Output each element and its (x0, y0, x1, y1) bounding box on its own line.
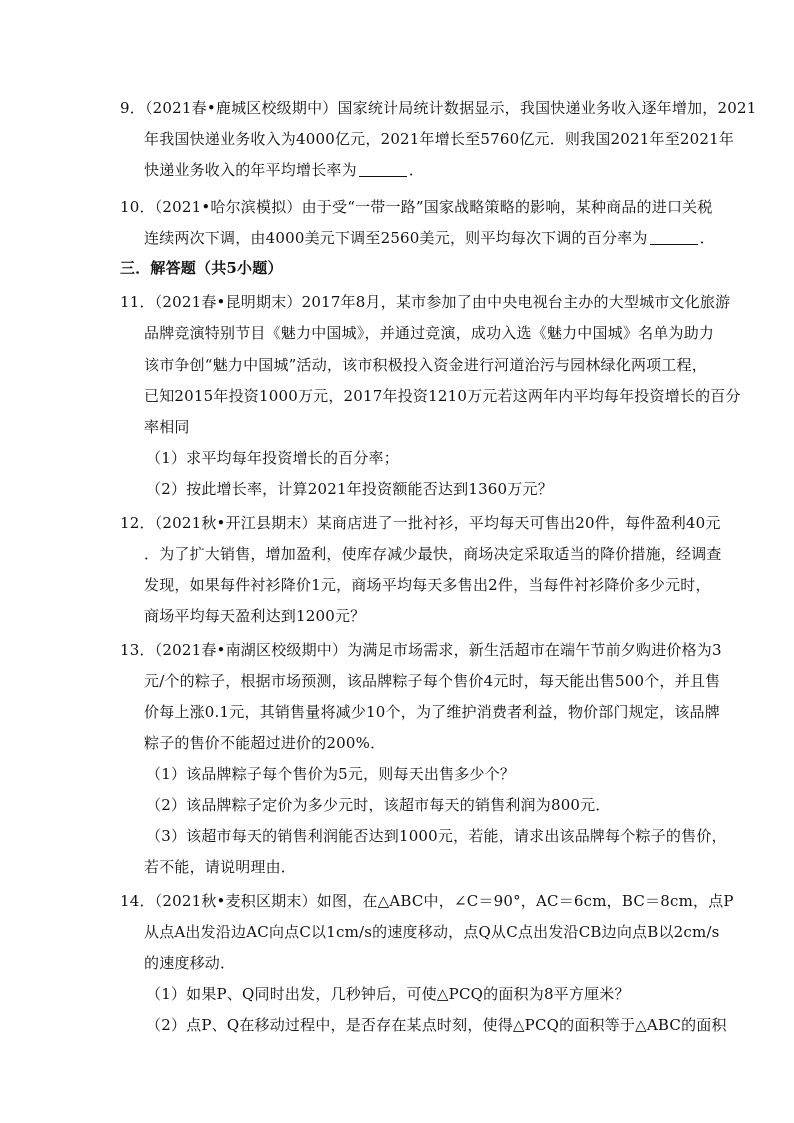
line-text: 三．解答题（共5小题） (120, 259, 283, 277)
line-text: 11．（2021春•昆明期末）2017年8月，某市参加了由中央电视台主办的大型城市文化旅游 (120, 293, 731, 311)
line-text: （2）按此增长率，计算2021年投资额能否达到1360万元？ (146, 480, 553, 498)
line-text: 10．（2021•哈尔滨模拟）由于受“一带一路”国家战略策略的影响，某种商品的进口关税 (120, 198, 713, 216)
text-line (144, 702, 720, 722)
text-line (144, 386, 741, 406)
section-heading (120, 258, 283, 278)
text-line (146, 826, 727, 846)
line-text: 该市争创“魅力中国城”活动，该市积极投入资金进行河道治污与园林绿化两项工程， (144, 356, 707, 374)
line-text: 已知2015年投资1000万元，2017年投资1210万元若这两年内平均每年投资增长的百分 (144, 387, 741, 405)
text-line (144, 606, 365, 626)
line-text: 率相同 (144, 418, 190, 436)
line-text: 商场平均每天盈利达到1200元？ (144, 607, 366, 625)
line-text: （2）该品牌粽子定价为多少元时，该超市每天的销售利润为800元． (146, 796, 611, 814)
text-line (146, 764, 515, 784)
line-text: 从点A出发沿边AC向点C以1cm/s的速度移动，点Q从C点出发沿CB边向点B以2cm/s (144, 923, 720, 941)
line-text: （1）如果P、Q同时出发，几秒钟后，可使△PCQ的面积为8平方厘米？ (146, 985, 630, 1003)
text-line (144, 160, 424, 180)
text-line (120, 640, 722, 660)
text-line (146, 984, 630, 1004)
text-line (146, 448, 399, 468)
line-text: 14．（2021秋•麦积区期末）如图，在△ABC中，∠C＝90°，AC＝6cm，BC＝8cm，点P (120, 892, 734, 910)
text-line (144, 355, 707, 375)
line-end-punctuation: ． (408, 161, 425, 179)
line-text: 粽子的售价不能超过进价的200%． (144, 734, 386, 752)
text-line (120, 197, 713, 217)
text-line (144, 953, 235, 973)
line-text: （3）该超市每天的销售利润能否达到1000元，若能，请求出该品牌每个粽子的售价， (146, 827, 727, 845)
text-line (120, 513, 721, 533)
text-line (144, 544, 722, 564)
line-text: 快递业务收入的年平均增长率为 (144, 161, 357, 179)
line-text: 连续两次下调，由4000美元下调至2560美元，则平均每次下调的百分率为 (144, 229, 648, 247)
line-text: （1）该品牌粽子每个售价为5元，则每天出售多少个？ (146, 765, 516, 783)
text-line (144, 323, 714, 343)
answer-blank (359, 162, 407, 177)
text-line (144, 129, 734, 149)
line-end-punctuation: ． (699, 229, 715, 247)
line-text: 9．（2021春•鹿城区校级期中）国家统计局统计数据显示，我国快递业务收入逐年增加，2021 (120, 99, 757, 117)
line-text: （1）求平均每年投资增长的百分率； (146, 449, 399, 467)
line-text: 的速度移动． (144, 954, 236, 972)
text-line (144, 922, 720, 942)
text-line (144, 228, 715, 248)
line-text: 发现，如果每件衬衫降价1元，商场平均每天多售出2件，当每件衬衫降价多少元时， (144, 576, 711, 594)
text-line (144, 671, 720, 691)
line-text: 若不能，请说明理由． (144, 858, 297, 876)
text-line (146, 479, 553, 499)
line-text: 价每上涨0.1元，其销售量将减少10个，为了维护消费者利益，物价部门规定，该品牌 (144, 703, 720, 721)
line-text: 13．（2021春•南湖区校级期中）为满足市场需求，新生活超市在端午节前夕购进价格为3 (120, 641, 722, 659)
line-text: ．为了扩大销售，增加盈利，使库存减少最快，商场决定采取适当的降价措施，经调查 (144, 545, 722, 563)
text-line (146, 1015, 727, 1035)
line-text: 品牌竞演特别节目《魅力中国城》，并通过竞演，成功入选《魅力中国城》名单为助力 (144, 324, 715, 342)
text-line (120, 891, 734, 911)
text-line (146, 795, 611, 815)
text-line (144, 575, 711, 595)
line-text: （2）点P、Q在移动过程中，是否存在某点时刻，使得△PCQ的面积等于△ABC的面积 (146, 1016, 727, 1034)
answer-blank (650, 230, 698, 245)
line-text: 12．（2021秋•开江县期末）某商店进了一批衬衫，平均每天可售出20件，每件盈利40元 (120, 514, 721, 532)
text-line (120, 98, 756, 118)
text-line (120, 292, 730, 312)
line-text: 年我国快递业务收入为4000亿元，2021年增长至5760亿元．则我国2021年至2021年 (144, 130, 735, 148)
text-line (144, 417, 190, 437)
text-line (144, 857, 296, 877)
text-line (144, 733, 385, 753)
line-text: 元/个的粽子，根据市场预测，该品牌粽子每个售价4元时，每天能出售500个，并且售 (144, 672, 721, 690)
